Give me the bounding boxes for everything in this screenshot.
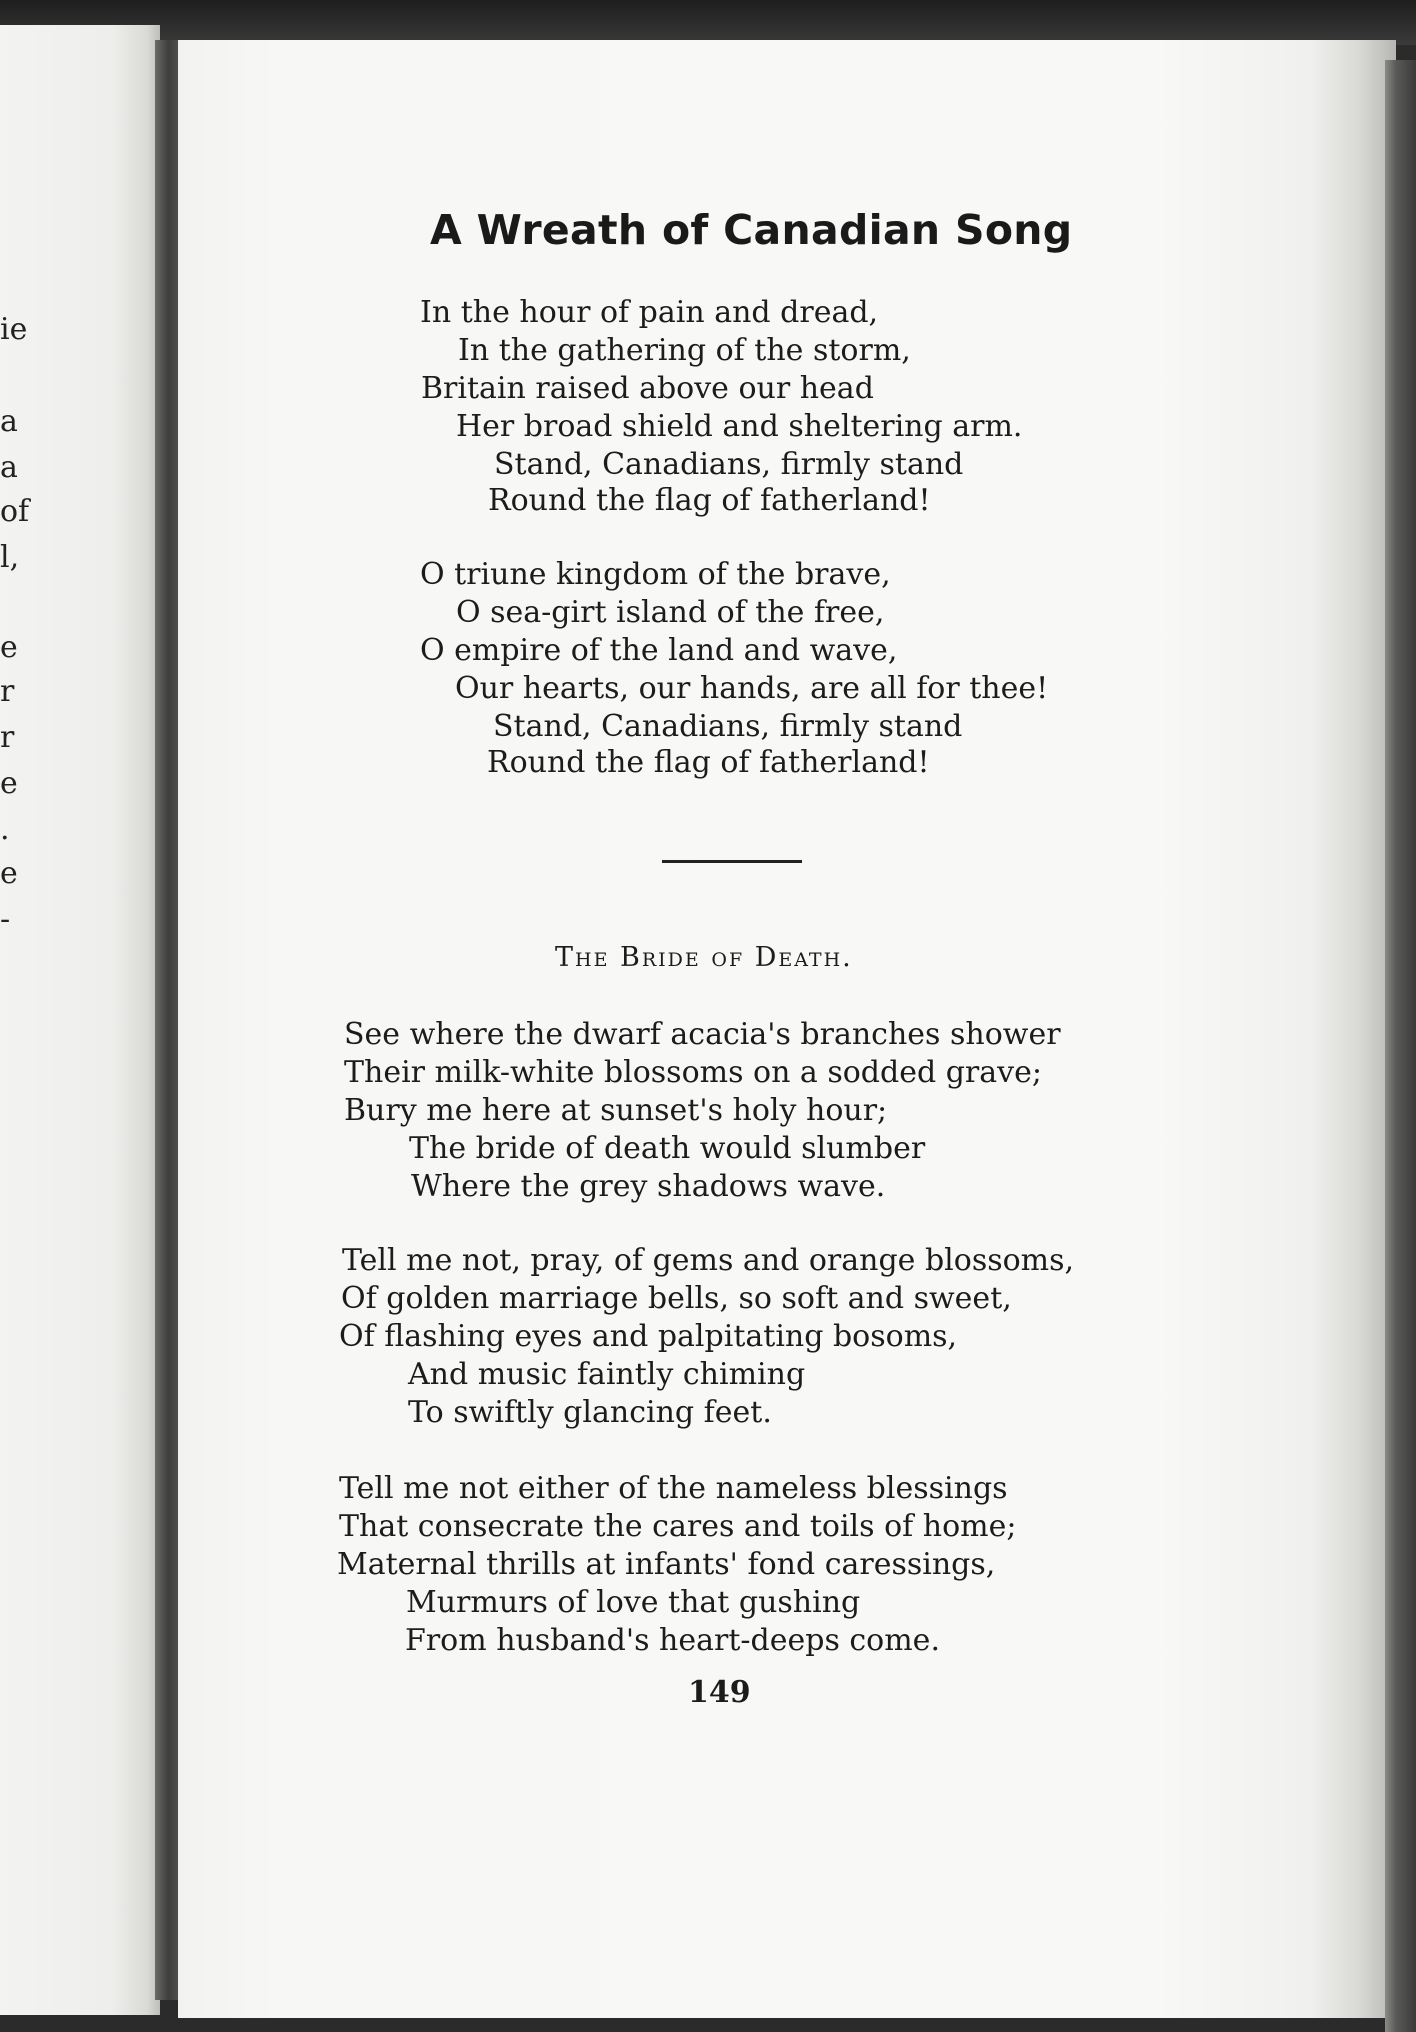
- poem-line: Tell me not, pray, of gems and orange blossoms,: [342, 1243, 1075, 1278]
- poem-line: In the gathering of the storm,: [458, 333, 911, 368]
- poem-line: The bride of death would slumber: [409, 1131, 926, 1166]
- page-title: A Wreath of Canadian Song: [430, 206, 1073, 254]
- poem-title: The Bride of Death.: [555, 942, 853, 973]
- poem-line: Her broad shield and sheltering arm.: [456, 409, 1023, 444]
- section-divider: [662, 860, 802, 863]
- previous-page-edge: [0, 25, 160, 2015]
- poem-line: Our hearts, our hands, are all for thee!: [455, 671, 1049, 706]
- previous-page-fragment: a: [0, 450, 18, 485]
- page-number: 149: [688, 1675, 751, 1710]
- poem-line: Britain raised above our head: [421, 371, 874, 406]
- poem-line: In the hour of pain and dread,: [420, 295, 879, 330]
- previous-page-fragment: r: [0, 720, 15, 755]
- previous-page-fragment: r: [0, 674, 15, 709]
- poem-line: Of golden marriage bells, so soft and sweet,: [341, 1281, 1012, 1316]
- poem-refrain-line: Stand, Canadians, firmly stand: [493, 709, 963, 744]
- poem-line: That consecrate the cares and toils of home;: [339, 1509, 1017, 1544]
- previous-page-fragment: -: [0, 902, 11, 937]
- previous-page-fragment: e: [0, 856, 18, 891]
- poem-line: See where the dwarf acacia's branches shower: [344, 1017, 1061, 1052]
- previous-page-fragment: ie: [0, 312, 28, 347]
- poem-refrain-line: Round the flag of fatherland!: [487, 745, 930, 780]
- poem-line: Of flashing eyes and palpitating bosoms,: [339, 1319, 958, 1354]
- poem-refrain-line: Round the flag of fatherland!: [488, 483, 931, 518]
- scan-top-edge: [0, 0, 1416, 45]
- page-edge: [1385, 60, 1416, 2032]
- previous-page-fragment: a: [0, 404, 18, 439]
- poem-line: O empire of the land and wave,: [420, 633, 898, 668]
- previous-page-fragment: e: [0, 630, 18, 665]
- previous-page-fragment: of: [0, 494, 30, 529]
- previous-page-fragment: .: [0, 812, 10, 847]
- poem-line: Their milk-white blossoms on a sodded grave;: [344, 1055, 1042, 1090]
- poem-line: O sea-girt island of the free,: [456, 595, 885, 630]
- poem-line: From husband's heart-deeps come.: [405, 1623, 940, 1658]
- poem-line: Tell me not either of the nameless blessings: [339, 1471, 1008, 1506]
- previous-page-fragment: l,: [0, 540, 20, 575]
- poem-line: Maternal thrills at infants' fond caressings,: [337, 1547, 996, 1582]
- poem-line: And music faintly chiming: [408, 1357, 806, 1392]
- poem-line: Where the grey shadows wave.: [411, 1169, 886, 1204]
- poem-line: To swiftly glancing feet.: [408, 1395, 772, 1430]
- poem-refrain-line: Stand, Canadians, firmly stand: [494, 447, 964, 482]
- poem-line: O triune kingdom of the brave,: [420, 557, 891, 592]
- poem-line: Bury me here at sunset's holy hour;: [344, 1093, 888, 1128]
- previous-page-fragment: e: [0, 766, 18, 801]
- poem-line: Murmurs of love that gushing: [406, 1585, 861, 1620]
